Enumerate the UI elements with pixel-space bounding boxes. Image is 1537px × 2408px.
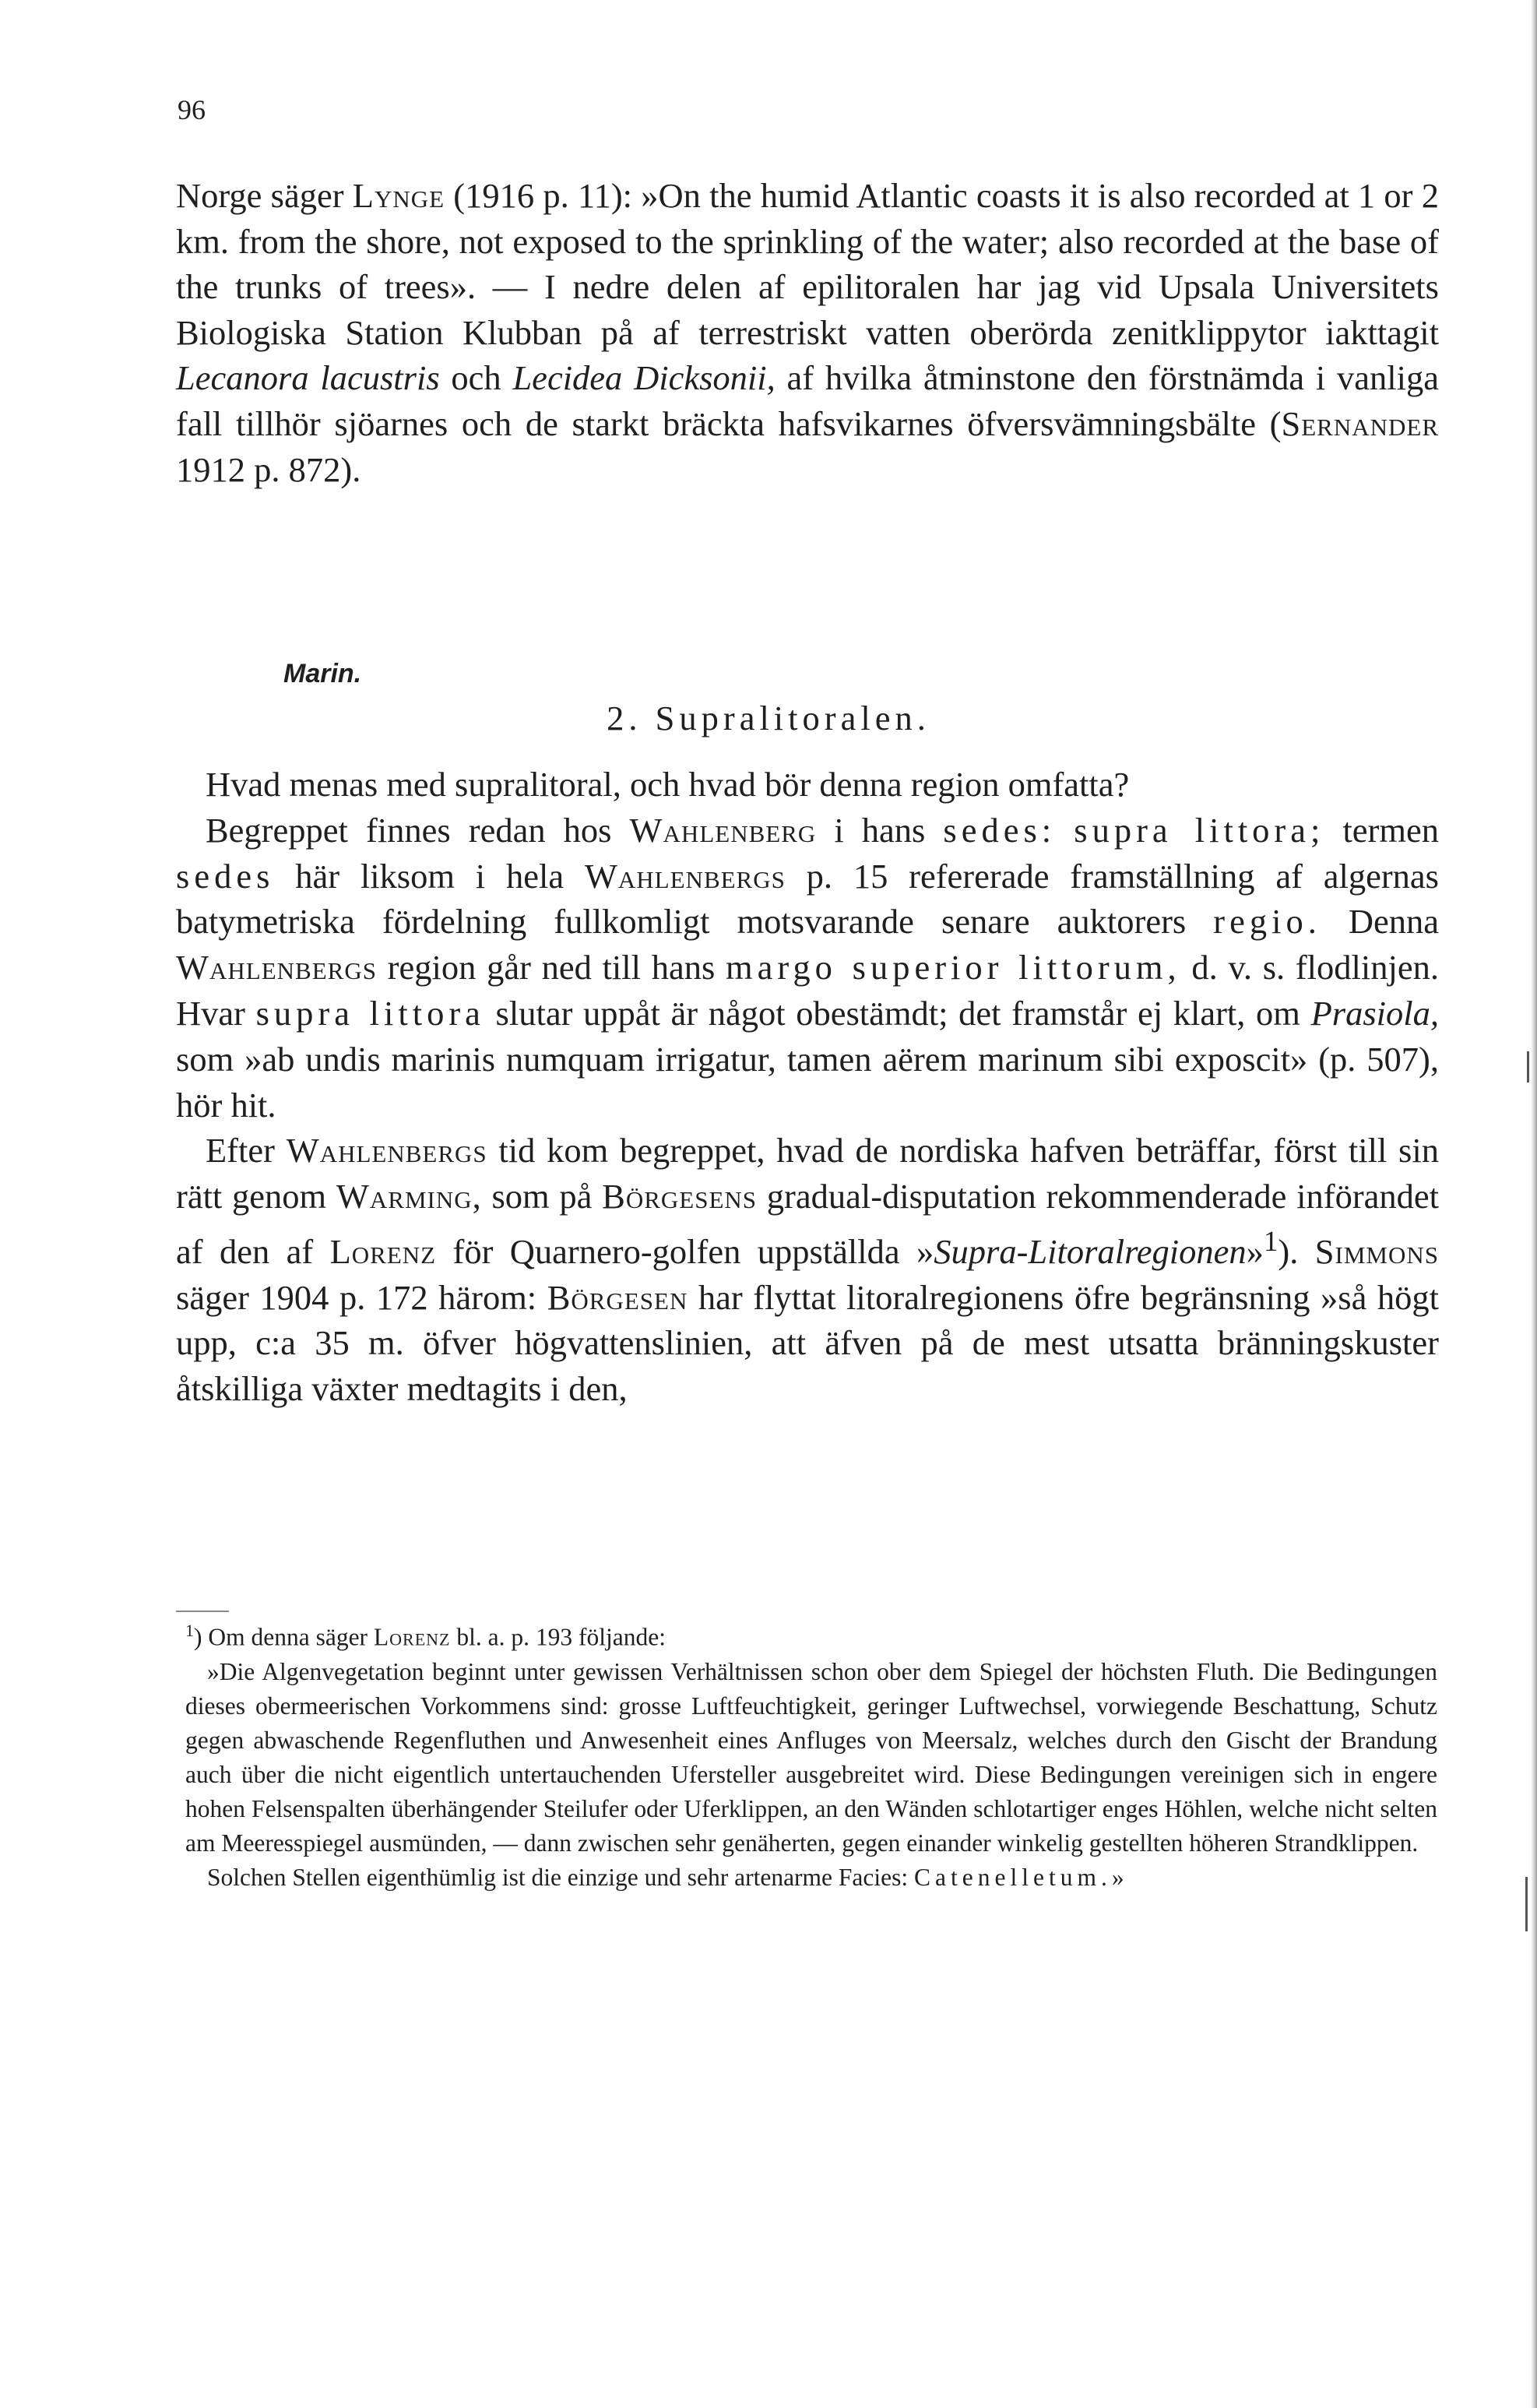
author-name: Warming, bbox=[336, 1177, 482, 1216]
species-name: Lecanora lacustris bbox=[176, 358, 440, 398]
author-name: Wahlenbergs bbox=[286, 1131, 487, 1171]
spaced-term: Catenelletum. bbox=[914, 1863, 1112, 1891]
page-number: 96 bbox=[178, 94, 206, 125]
author-name: Simmons bbox=[1314, 1231, 1439, 1271]
paragraph-efter: Efter Wahlenbergs tid kom begreppet, hvad de nordiska hafven beträffar, först till sin rätt genom Warming, som på Börgesens gradual-disputation rekommenderade införandet af den af Lorenz för Quarnero-golfen uppställda »Supra-Litoralregionen»$^1$). Simmons säger 1904 p. 172 härom: Börgesen har flyttat litoralregionens öfre begränsning »så högt upp, c:a 35 m. öfver högvattenslinien, att äfven på de mest utsatta bränningskuster åtskilliga växter medtagits i den, bbox=[176, 1131, 1440, 1409]
spaced-term: regio. bbox=[1213, 902, 1321, 942]
body-text-section bbox=[176, 762, 1439, 1412]
footnote-intro: $^1$) Om denna säger Lorenz bl. a. p. 193 följande: bbox=[185, 1621, 666, 1651]
term-italic: Supra-Litoralregionen bbox=[934, 1231, 1247, 1271]
author-name: Sernander bbox=[1281, 403, 1439, 443]
paragraph-lynge-quote: Norge säger Lynge (1916 p. 11): »On the humid Atlantic coasts it is also recorded at 1 or 2 km. from the shore, not exposed to the sprinkling of the water; also recorded at the base of the trunks of trees». — I nedre delen af epilitoralen har jag vid Upsala Universitets Biologiska Station Klubban på af terrestriskt vatten oberörda zenitklippytor iakttagit Lecanora lacustris och Lecidea Dicksonii, af hvilka åtminstone den förstnämda i vanliga fall tillhör sjöarnes och de starkt bräckta hafsvikarnes öfversvämningsbälte (Sernander 1912 p. 872). bbox=[176, 176, 1439, 489]
footnote-quote: »Die Algenvegetation beginnt unter gewissen Verhältnissen schon ober dem Spiegel der höchsten Fluth. Die Bedingungen dieses obermeerischen Vorkommens sind: grosse Luftfeuchtigkeit, geringer Luftwechsel, vorwiegende Beschattung, Schutz gegen abwaschende Regenfluthen und Anwesenheit eines Anfluges von Meersalz, welches durch den Gischt der Brandung auch über die nicht eigentlich untertauchenden Ufersteller ausgebreitet wird. Diese Bedingungen vereinigen sich in engere hohen Felsenspalten überhängender Steilufer oder Uferklippen, an den Wänden schlotartiger enges Höhlen, welche nicht selten am Meeresspiegel ausmünden, — dann zwischen sehr genäherten, gegen einander winkelig gestellten höheren Strandklippen. bbox=[185, 1657, 1437, 1857]
author-name: Lorenz bbox=[373, 1623, 451, 1651]
author-name: Lorenz bbox=[329, 1231, 437, 1271]
paragraph-question: Hvad menas med supralitoral, och hvad bör denna region omfatta? bbox=[206, 765, 1130, 804]
page-edge-mark bbox=[1527, 1051, 1529, 1083]
footnote-rule bbox=[176, 1611, 229, 1612]
spaced-term: sedes bbox=[176, 856, 275, 896]
footnote-reference: 1 bbox=[1263, 1225, 1278, 1258]
author-name: Wahlenbergs bbox=[584, 856, 786, 896]
species-name: Prasiola, bbox=[1310, 993, 1439, 1033]
spaced-term: supra littora bbox=[255, 993, 485, 1033]
author-name: Wahlenberg bbox=[629, 810, 817, 850]
spaced-term: supra littora; bbox=[1074, 810, 1325, 850]
paragraph-begreppet: Begreppet finnes redan hos Wahlenberg i hans sedes: supra littora; termen sedes här liksom i hela Wahlenbergs p. 15 refererade framställning af algernas batymetriska fördelning fullkomligt motsvarande senare auktorers regio. Denna Wahlenbergs region går ned till hans margo superior littorum, d. v. s. flodlinjen. Hvar supra littora slutar uppåt är något obestämdt; det framstår ej klart, om Prasiola, som »ab undis marinis numquam irrigatur, tamen aërem marinum sibi exposcit» (p. 507), hör hit. bbox=[176, 810, 1440, 1125]
body-text-top bbox=[176, 173, 1439, 492]
author-name: Börgesens bbox=[602, 1177, 758, 1216]
footnote bbox=[185, 1614, 1437, 1895]
spaced-term: sedes: bbox=[943, 810, 1057, 850]
species-name: Lecidea Dicksonii, bbox=[512, 358, 776, 398]
section-heading: 2. Supralitoralen. bbox=[607, 699, 930, 738]
footnote-marker: 1 bbox=[185, 1621, 194, 1640]
margin-note: Marin. bbox=[283, 659, 362, 688]
author-name: Lynge bbox=[352, 176, 445, 215]
footnote-closing: Solchen Stellen eigenthümlig ist die einzige und sehr artenarme Facies: Catenelletum.» bbox=[207, 1863, 1124, 1891]
page-edge-shadow bbox=[1531, 0, 1537, 2408]
page-edge-mark bbox=[1525, 1877, 1528, 1931]
author-name: Wahlenbergs bbox=[176, 948, 377, 987]
spaced-term: margo superior littorum, bbox=[726, 948, 1181, 987]
author-name: Börgesen bbox=[547, 1277, 688, 1317]
